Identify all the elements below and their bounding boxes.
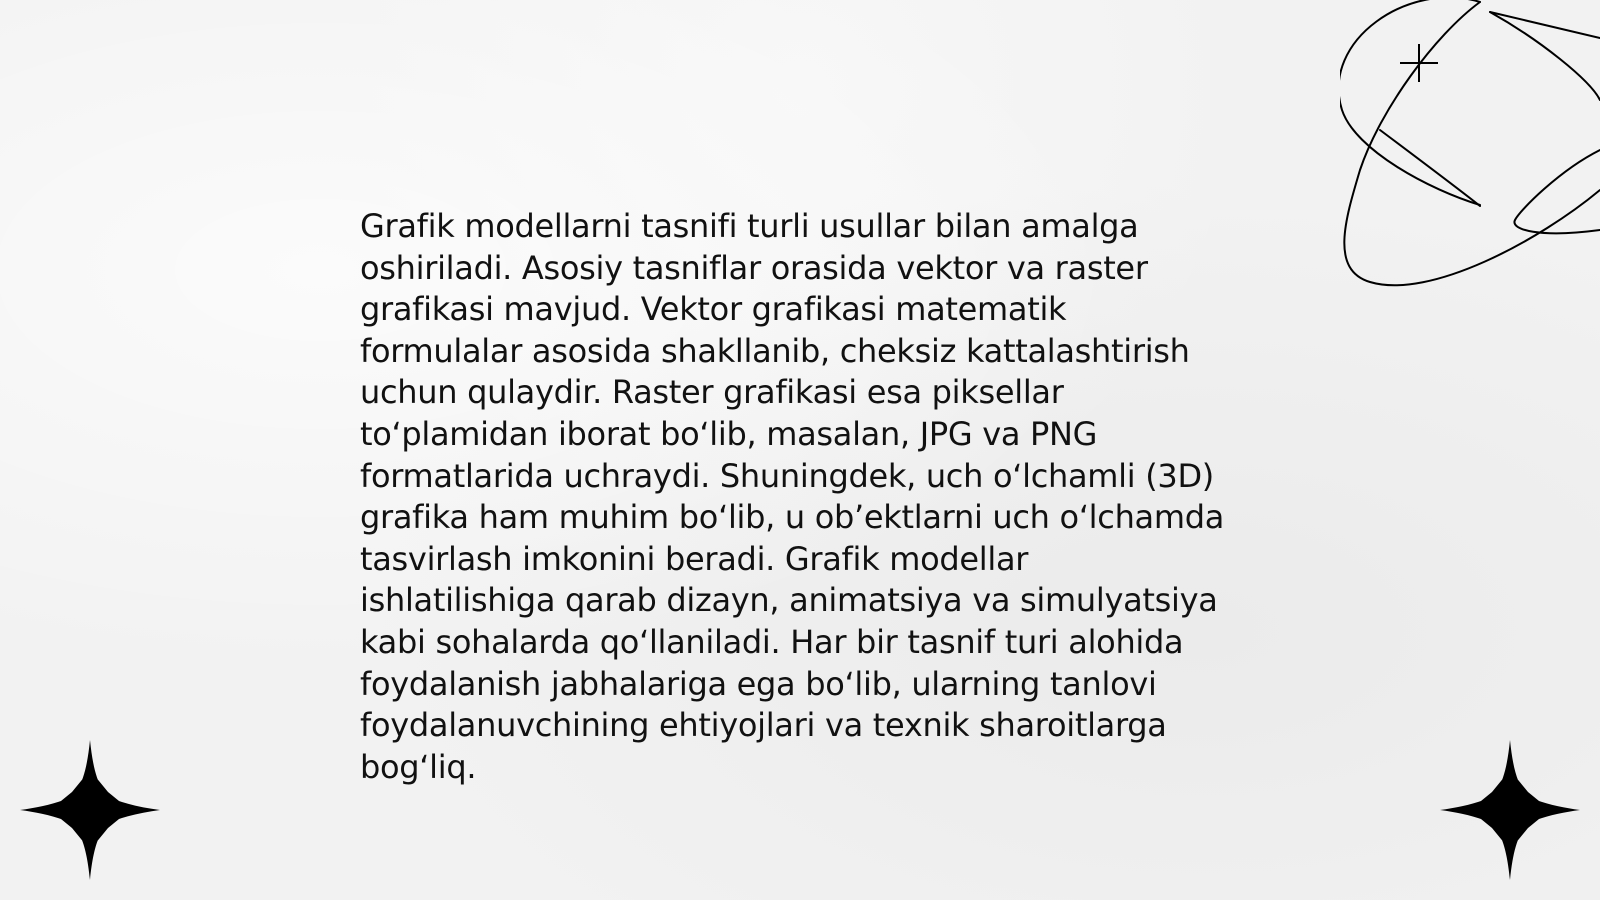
paragraph-line: to‘plamidan iborat bo‘lib, masalan, JPG va PNG <box>360 414 1098 453</box>
paragraph-line: formatlarida uchraydi. Shuningdek, uch o‘lchamli (3D) <box>360 456 1214 495</box>
four-point-star-icon <box>1440 740 1580 880</box>
paragraph-line: bog‘liq. <box>360 747 477 786</box>
paragraph-line: tasvirlash imkonini beradi. Grafik modellar <box>360 539 1029 578</box>
paragraph <box>360 206 1260 788</box>
paragraph-line: foydalanuvchining ehtiyojlari va texnik sharoitlarga <box>360 706 1167 745</box>
paragraph-line: oshiriladi. Asosiy tasniflar orasida vektor va raster <box>360 248 1148 287</box>
paragraph-line: ishlatilishiga qarab dizayn, animatsiya va simulyatsiya <box>360 581 1218 620</box>
paragraph-line: grafika ham muhim bo‘lib, u ob’ektlarni uch o‘lchamda <box>360 498 1225 537</box>
four-point-star-icon <box>20 740 160 880</box>
paragraph-line: grafikasi mavjud. Vektor grafikasi matematik <box>360 290 1067 329</box>
paragraph-line: formulalar asosida shakllanib, cheksiz kattalashtirish <box>360 331 1190 370</box>
paragraph-line: foydalanish jabhalariga ega bo‘lib, ularning tanlovi <box>360 664 1157 703</box>
orbit-sparkle-icon <box>1340 0 1600 290</box>
paragraph-line: Grafik modellarni tasnifi turli usullar bilan amalga <box>360 207 1139 245</box>
paragraph-line: kabi sohalarda qo‘llaniladi. Har bir tasnif turi alohida <box>360 622 1184 661</box>
paragraph-line: uchun qulaydir. Raster grafikasi esa piksellar <box>360 373 1064 412</box>
